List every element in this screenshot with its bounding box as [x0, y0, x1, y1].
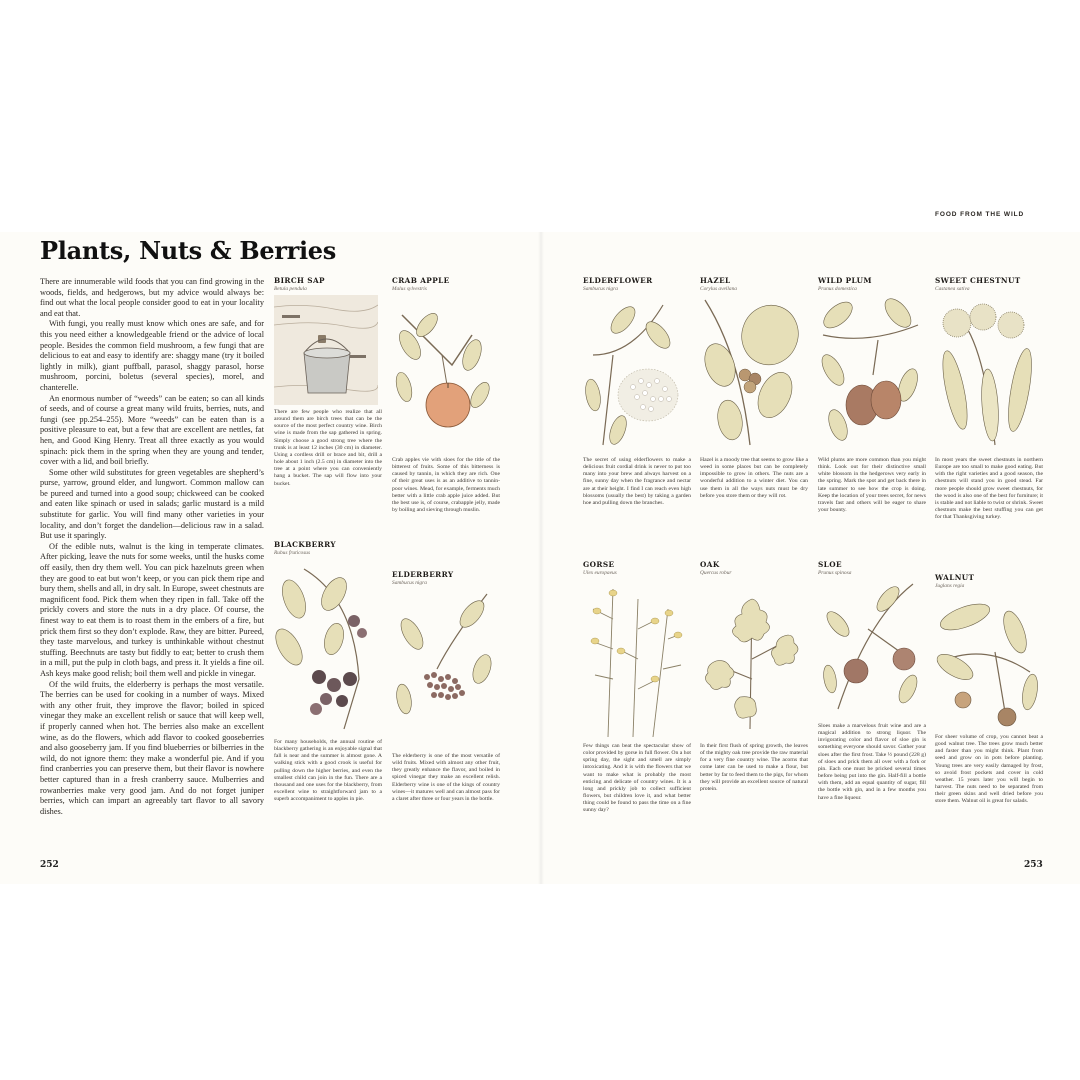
entry-description: There are few people who realize that all around them are birch trees that can be the source of the most perfect country wine. Birch wine is made from the sap gathered in spring. Simply choose a good strong tree where the trunk is at least 12 inches (30 cm) in diameter. Using a cordless drill or brace and bit, drill a hole about 1 inch (2.5 cm) in diameter into the tree at a point where you can conveniently hang a bucket. The sap will flow into your bucket.: [274, 409, 382, 487]
entry-latin-name: Sambucus nigra: [583, 286, 618, 292]
entry-birch-sap: [274, 276, 382, 488]
entry-name: SLOE: [818, 560, 842, 569]
blackberry-illustration-icon: [274, 559, 378, 735]
book-gutter: [538, 232, 544, 884]
entry-latin-name: Ulex europaeus: [583, 570, 617, 576]
entry-description: For many households, the annual routine of blackberry gathering is an enjoyable signal that fall is near and the summer is almost gone. A walking stick with a good crook is useful for pulling down the higher berries, and even the smallest child can join in the fun. There are a thousand and one uses for the blackberry, from excellent wine to straightforward jam to a superb accompaniment to apples in pie.: [274, 739, 382, 803]
entry-latin-name: Castanea sativa: [935, 286, 970, 292]
entry-name: HAZEL: [700, 276, 731, 285]
walnut-illustration-icon: [935, 592, 1039, 730]
intro-paragraph: Of the edible nuts, walnut is the king in temperate climates. After picking, leave the nuts for some weeks, until the husks come off easily, then dry them well. You can pick hazelnuts green when they are good to eat but won’t keep, or you can pick them ripe and bury them, shells and all, in dry salt. In Europe, sweet chestnuts are magnificent food. Pick them when they ripen in fall. Take off the prickly covers and store the nuts in a dry place. Of course, the finest way to eat them is to roast them in the embers of a fire, but prick them first so they don’t explode. Raw, they are bitter. Pureed, they taste marvelous, and turkey is unthinkable without chestnut stuffing. Beechnuts are tasty but fiddly to eat; better to crush them in a mill, put the pulp in cloth bags, and press it. It yields a fine oil. Ash keys make good relish; boil them well and pickle in vinegar.: [40, 541, 264, 678]
elderberry-illustration-icon: [392, 589, 496, 749]
entry-latin-name: Juglans regia: [935, 583, 965, 589]
oak-illustration-icon: [700, 579, 804, 739]
sloe-illustration-icon: [818, 579, 922, 719]
entry-sweet-chestnut: [935, 276, 1043, 521]
entry-elderberry: [392, 570, 500, 803]
intro-paragraph: An enormous number of “weeds” can be eaten; so can all kinds of seeds, and of course a great many wild fruits, berries, nuts, and fungi (see pp.254–255). More “weeds” can be eaten than is a positive pleasure to eat, but a few that are excellent are nettles, fat hen, and Good King Henry. Treat all three exactly as you would spinach: pick them in the spring when they are young and tender, cover with a lid, and boil briefly.: [40, 393, 264, 467]
entry-description: Few things can beat the spectacular show of color provided by gorse in full flower. On a hot spring day, the sight and smell are simply intoxicating. And it is with the flowers that we want to make what is probably the most enticing and delicate of country wines. It is a long and prickly job to collect sufficient flowers, but children love it, and what better thing could be found to pass the time on a fine sunny day?: [583, 743, 691, 814]
entry-name: BLACKBERRY: [274, 540, 336, 549]
intro-paragraph: Some other wild substitutes for green vegetables are shepherd’s purse, yarrow, ground elder, and lungwort. Common mallow can be pureed and turned into a good soup; chickweed can be cooked and eaten like spinach or used in salads; garlic mustard is a mild substitute for garlic. You will find many other varieties in your locality, and don’t forget the dandelion—delicious raw in a salad. But use it sparingly.: [40, 467, 264, 541]
page-number-right: 253: [1024, 860, 1043, 870]
entry-description: The elderberry is one of the most versatile of wild fruits. Mixed with almost any other fruit, they greatly enhance the flavor, and boiled in spiced vinegar they make an excellent relish. Elderberry wine is one of the kings of country wines—it matures well and can almost pass for a claret after three or four years in the bottle.: [392, 753, 500, 802]
page-number-left: 252: [40, 860, 59, 870]
intro-paragraph: With fungi, you really must know which ones are safe, and for this you need either a knowledgeable friend or the advice of local people. Besides the common field mushroom, a few fungi that are delicious to eat and easy to identify are: shaggy mane (try it boiled lightly in milk), giant puffball, parasol, shaggy parasol, horse mushroom, porcini, boletus (several species), morel, and chanterelle.: [40, 319, 264, 392]
birch-bucket-illustration-icon: [274, 295, 378, 405]
entry-name: ELDERBERRY: [392, 570, 454, 579]
entry-latin-name: Prunus domestica: [818, 286, 857, 292]
entry-blackberry: [274, 540, 382, 803]
elderflower-illustration-icon: [583, 295, 687, 453]
entry-description: In most years the sweet chestnuts in northern Europe are too small to make good eating. But with the right varieties and a good season, the chestnuts will stand you in good stead. Far more people should grow sweet chestnuts, for the wood is also one of the best for furniture; it is stable and not liable to twist or shrink. Sweet chestnuts make the best stuffing you can get for that Thanksgiving turkey.: [935, 457, 1043, 521]
crab-apple-illustration-icon: [392, 295, 496, 453]
entry-latin-name: Betula pendula: [274, 286, 307, 292]
entry-name: BIRCH SAP: [274, 276, 325, 285]
entry-name: CRAB APPLE: [392, 276, 450, 285]
entry-name: WALNUT: [935, 573, 975, 582]
entry-sloe: [818, 560, 926, 802]
intro-text: [40, 277, 264, 817]
entry-description: In their first flush of spring growth, the leaves of the mighty oak tree provide the raw material for a very fine country wine. The acorns that come later can be used to make a flour, but better by far to feed them to the pigs, for whom they will provide an excellent source of natural protein.: [700, 743, 808, 792]
entry-oak: [700, 560, 808, 793]
entry-wild-plum: [818, 276, 926, 514]
entry-name: OAK: [700, 560, 720, 569]
entry-latin-name: Malus sylvestris: [392, 286, 427, 292]
entry-name: GORSE: [583, 560, 615, 569]
gorse-illustration-icon: [583, 579, 687, 739]
entry-gorse: [583, 560, 691, 815]
entry-latin-name: Corylus avellana: [700, 286, 737, 292]
wild-plum-illustration-icon: [818, 295, 922, 453]
entry-latin-name: Prunus spinosa: [818, 570, 852, 576]
entry-crab-apple: [392, 276, 500, 514]
page-title: Plants, Nuts & Berries: [40, 236, 336, 265]
entry-name: WILD PLUM: [818, 276, 872, 285]
entry-latin-name: Quercus robur: [700, 570, 732, 576]
entry-description: The secret of using elderflowers to make a delicious fruit cordial drink is never to put too many into your brew and always harvest on a fine, sunny day when the fragrance and nectar are at their height. I find I can reach even high blossoms (usually the best) by taking a garden hoe and pulling down the branches.: [583, 457, 691, 506]
intro-paragraph: There are innumerable wild foods that you can find growing in the woods, fields, and hedgerows, but my advice would always be: find out what the local people consider good to eat in your locality and eat that.: [40, 277, 264, 318]
hazel-illustration-icon: [700, 295, 804, 453]
entry-elderflower: [583, 276, 691, 507]
entry-description: Hazel is a moody tree that seems to grow like a weed in some places but can be completely impossible to grow in others. The nuts are a wonderful addition to a winter diet. You can use them in all the ways nuts must be dry before you store them or they will rot.: [700, 457, 808, 499]
entry-latin-name: Sambucus nigra: [392, 580, 427, 586]
entry-description: Wild plums are more common than you might think. Look out for their distinctive small white blossom in the hedgerows very early in the spring. Mark the spot and get back there in late summer to see how the crop is doing. Keep the location of your trees secret, for news travels fast and others will be eager to share your bounty.: [818, 457, 926, 514]
entry-hazel: [700, 276, 808, 500]
entry-description: Crab apples vie with sloes for the title of the bitterest of fruits. Some of this bitterness is caused by tannin, in which they are rich. One of their great uses is as an additive to tannin-poor wines. Mead, for example, ferments much better with a little crab apple juice added. But the best use is, of course, crabapple jelly, made by boiling and sieving through muslin.: [392, 457, 500, 514]
section-label: FOOD FROM THE WILD: [935, 211, 1025, 218]
entry-walnut: [935, 573, 1043, 806]
intro-paragraph: Of the wild fruits, the elderberry is perhaps the most versatile. The berries can be used for cooking in a number of ways. Mixed with any other fruit, they improve the flavor; boiled in spiced vinegar they make an excellent relish or sauce that will keep well, if properly canned when hot. The berries also make an excellent wine, as do the flowers, which add flavor to cooked gooseberries and also gooseberry jam. If you find blueberries or bilberries in the wild, do not ignore them: they make a wonderful pie. And if you find cranberries you can preserve them, but their flavor is nowhere better captured than in a fresh cranberry sauce. Mulberries and rowanberries make very good jam. And do not forget juniper berries, which can impart an agreeably tart flavor to all savory dishes.: [40, 679, 264, 816]
entry-name: ELDERFLOWER: [583, 276, 653, 285]
entry-name: SWEET CHESTNUT: [935, 276, 1021, 285]
sweet-chestnut-illustration-icon: [935, 295, 1039, 453]
entry-latin-name: Rubus fruticosus: [274, 550, 311, 556]
entry-description: Sloes make a marvelous fruit wine and are a magical addition to strong liquor. The invigorating color and flavor of sloe gin is something everyone should savor. Gather your sloes after the first frost. Take ½ pound (228 g) of sloes and prick them all over with a fork or pin. Each one must be pricked several times before being put into the gin. Half-fill a bottle with them, add an equal quantity of sugar, fill the bottle with gin, and in a few months you have a fine liqueur.: [818, 723, 926, 801]
entry-description: For sheer volume of crop, you cannot beat a good walnut tree. The trees grow much better and faster than you might think. Plant from seed and grow on in pots before planting. Young trees are very easily damaged by frost, so avoid frost pockets and cover in cold weather. 15 years later you will begin to harvest. The nuts need to be separated from their green skins and well dried before you store them. Walnut oil is great for salads.: [935, 734, 1043, 805]
